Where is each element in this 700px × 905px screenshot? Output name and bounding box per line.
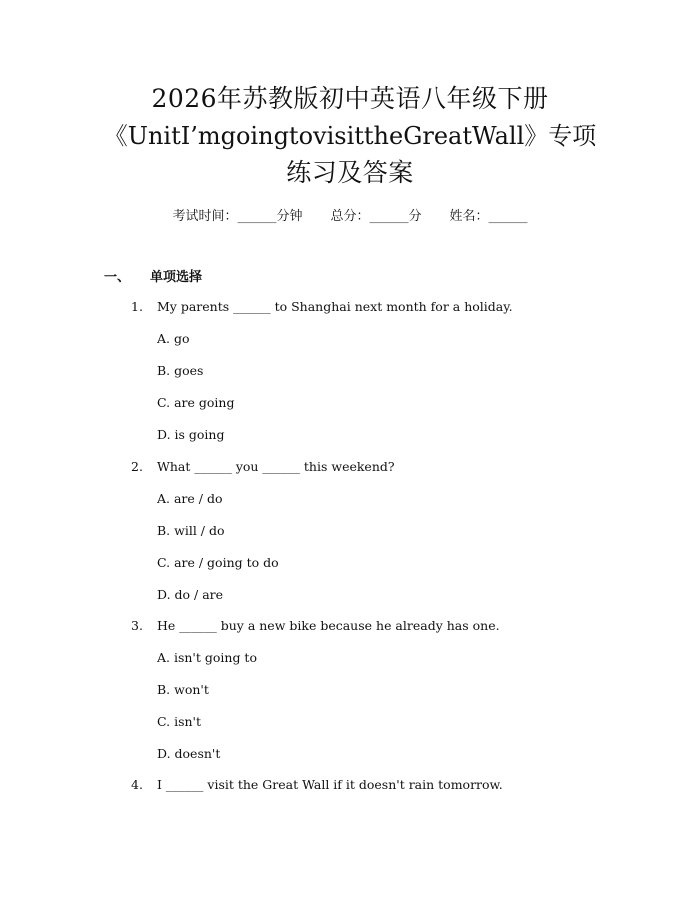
question-3-option-d: D. doesn't (157, 746, 221, 761)
question-number: 2. (131, 459, 143, 474)
question-text: What ______ you ______ this weekend? (157, 459, 395, 474)
question-number: 4. (131, 777, 143, 792)
section-title: 单项选择 (150, 270, 203, 285)
question-4 (131, 777, 503, 792)
question-1 (131, 299, 513, 314)
question-text: I ______ visit the Great Wall if it doesn't rain tomorrow. (157, 777, 503, 792)
student-name-field: 姓名：______ (449, 209, 528, 224)
question-2-option-d: D. do / are (157, 587, 224, 602)
question-1-option-a: A. go (157, 331, 190, 346)
document-title-line-2: 《UnitI’mgoingtovisittheGreatWall》专项 (103, 122, 597, 150)
question-2 (131, 459, 395, 474)
question-2-option-c: C. are / going to do (157, 555, 279, 570)
document-title-line-3: 练习及答案 (286, 158, 414, 187)
document-title-line-1: 2026年苏教版初中英语八年级下册 (151, 84, 549, 113)
question-1-option-c: C. are going (157, 395, 235, 410)
question-1-option-d: D. is going (157, 427, 225, 442)
question-3-option-c: C. isn't (157, 714, 201, 729)
question-text: He ______ buy a new bike because he already has one. (157, 618, 500, 633)
section-heading (104, 266, 202, 285)
question-3-option-b: B. won't (157, 682, 209, 697)
question-2-option-a: A. are / do (157, 491, 223, 506)
exam-time-field: 考试时间：______分钟 (172, 209, 303, 224)
question-3-option-a: A. isn't going to (157, 650, 257, 665)
total-score-field: 总分：______分 (330, 209, 422, 224)
question-text: My parents ______ to Shanghai next month for a holiday. (157, 299, 513, 314)
question-number: 3. (131, 618, 143, 633)
question-number: 1. (131, 299, 143, 314)
question-1-option-b: B. goes (157, 363, 204, 378)
exam-meta (0, 205, 700, 224)
question-3 (131, 618, 500, 633)
question-2-option-b: B. will / do (157, 523, 225, 538)
section-number: 一、 (104, 270, 131, 285)
